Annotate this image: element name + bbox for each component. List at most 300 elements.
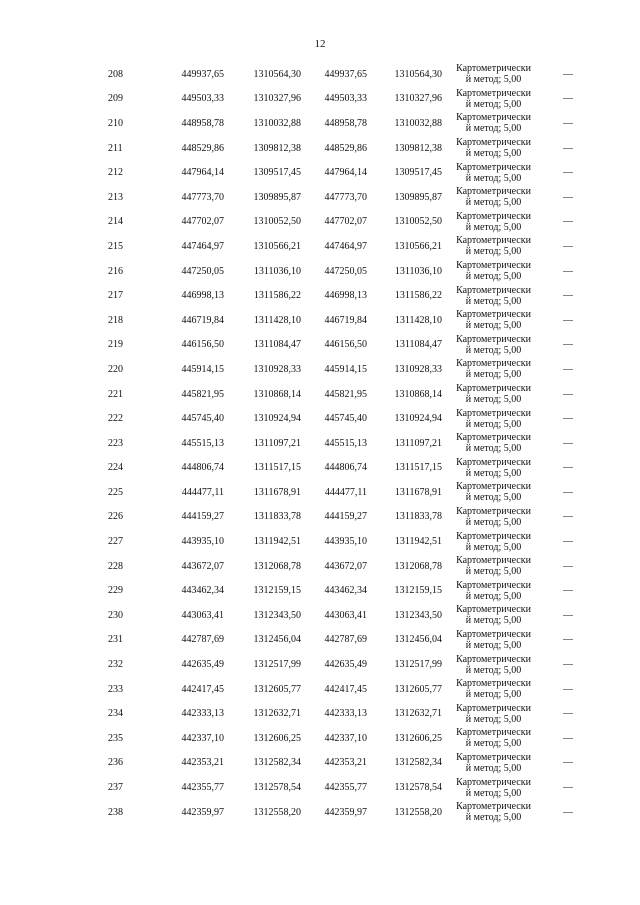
method-line-1: Картометрически: [456, 260, 531, 272]
point-number-cell: 211: [108, 142, 123, 154]
dash-cell: —: [563, 68, 573, 80]
method-line-1: Картометрически: [456, 579, 531, 591]
method-line-2: й метод; 5,00: [465, 246, 522, 258]
method-line-1: Картометрически: [456, 383, 531, 395]
table-row: [108, 283, 573, 308]
table-row: [108, 87, 573, 112]
method-cell: [442, 628, 545, 653]
x-coordinate-cell: 445515,13: [181, 437, 224, 449]
method-line-1: Картометрически: [456, 604, 531, 616]
dash-cell: —: [563, 290, 573, 302]
x-coordinate-new-cell: 445745,40: [324, 413, 367, 425]
point-number-cell: 229: [108, 585, 123, 597]
table-row: [108, 431, 573, 456]
y-coordinate-cell: 1312343,50: [253, 609, 301, 621]
x-coordinate-cell: 443063,41: [181, 609, 224, 621]
method-cell: [442, 259, 545, 284]
method-cell: [442, 751, 545, 776]
y-coordinate-cell: 1312456,04: [253, 634, 301, 646]
y-coordinate-new-cell: 1311833,78: [394, 511, 442, 523]
x-coordinate-cell: 449503,33: [181, 93, 224, 105]
dash-cell: —: [563, 142, 573, 154]
x-coordinate-cell: 448529,86: [181, 142, 224, 154]
x-coordinate-cell: 446156,50: [181, 339, 224, 351]
page-number: 12: [314, 38, 326, 50]
y-coordinate-new-cell: 1310052,50: [394, 216, 442, 228]
dash-cell: —: [563, 585, 573, 597]
y-coordinate-cell: 1312578,54: [253, 782, 301, 794]
point-number-cell: 212: [108, 167, 123, 179]
table-row: [108, 775, 573, 800]
method-line-1: Картометрически: [456, 628, 531, 640]
y-coordinate-new-cell: 1311084,47: [394, 339, 442, 351]
method-cell: [442, 136, 545, 161]
y-coordinate-cell: 1312159,15: [253, 585, 301, 597]
dash-cell: —: [563, 659, 573, 671]
method-line-2: й метод; 5,00: [465, 320, 522, 332]
x-coordinate-cell: 447964,14: [181, 167, 224, 179]
table-row: [108, 701, 573, 726]
method-line-2: й метод; 5,00: [465, 541, 522, 553]
point-number-cell: 210: [108, 117, 123, 129]
table-row: [108, 136, 573, 161]
method-line-1: Картометрически: [456, 333, 531, 345]
table-row: [108, 529, 573, 554]
x-coordinate-new-cell: 444159,27: [324, 511, 367, 523]
y-coordinate-new-cell: 1310327,96: [394, 93, 442, 105]
y-coordinate-new-cell: 1309812,38: [394, 142, 442, 154]
method-line-2: й метод; 5,00: [465, 197, 522, 209]
point-number-cell: 208: [108, 68, 123, 80]
method-cell: [442, 333, 545, 358]
method-cell: [442, 357, 545, 382]
y-coordinate-new-cell: 1312632,71: [394, 708, 442, 720]
method-line-2: й метод; 5,00: [465, 172, 522, 184]
method-line-2: й метод; 5,00: [465, 615, 522, 627]
dash-cell: —: [563, 265, 573, 277]
table-row: [108, 751, 573, 776]
dash-cell: —: [563, 437, 573, 449]
table-row: [108, 62, 573, 87]
point-number-cell: 223: [108, 437, 123, 449]
dash-cell: —: [563, 634, 573, 646]
method-cell: [442, 111, 545, 136]
x-coordinate-cell: 445914,15: [181, 363, 224, 375]
method-line-1: Картометрически: [456, 309, 531, 321]
method-line-2: й метод; 5,00: [465, 762, 522, 774]
dash-cell: —: [563, 806, 573, 818]
method-cell: [442, 160, 545, 185]
method-line-2: й метод; 5,00: [465, 394, 522, 406]
y-coordinate-cell: 1311586,22: [253, 290, 301, 302]
method-line-1: Картометрически: [456, 210, 531, 222]
method-line-1: Картометрически: [456, 432, 531, 444]
table-row: [108, 234, 573, 259]
method-line-2: й метод; 5,00: [465, 689, 522, 701]
y-coordinate-new-cell: 1312582,34: [394, 757, 442, 769]
x-coordinate-new-cell: 442333,13: [324, 708, 367, 720]
method-line-2: й метод; 5,00: [465, 639, 522, 651]
y-coordinate-new-cell: 1309895,87: [394, 191, 442, 203]
point-number-cell: 237: [108, 782, 123, 794]
method-line-1: Картометрически: [456, 358, 531, 370]
table-row: [108, 800, 573, 825]
point-number-cell: 209: [108, 93, 123, 105]
x-coordinate-cell: 442417,45: [181, 683, 224, 695]
method-line-2: й метод; 5,00: [465, 369, 522, 381]
method-line-2: й метод; 5,00: [465, 516, 522, 528]
x-coordinate-new-cell: 447250,05: [324, 265, 367, 277]
method-cell: [442, 578, 545, 603]
x-coordinate-new-cell: 445821,95: [324, 388, 367, 400]
dash-cell: —: [563, 560, 573, 572]
x-coordinate-cell: 448958,78: [181, 117, 224, 129]
method-line-2: й метод; 5,00: [465, 443, 522, 455]
y-coordinate-cell: 1309517,45: [253, 167, 301, 179]
x-coordinate-cell: 443672,07: [181, 560, 224, 572]
table-row: [108, 382, 573, 407]
method-cell: [442, 554, 545, 579]
method-line-1: Картометрически: [456, 407, 531, 419]
x-coordinate-new-cell: 444806,74: [324, 462, 367, 474]
method-cell: [442, 800, 545, 825]
y-coordinate-new-cell: 1309517,45: [394, 167, 442, 179]
y-coordinate-cell: 1311942,51: [253, 536, 301, 548]
x-coordinate-cell: 442353,21: [181, 757, 224, 769]
dash-cell: —: [563, 462, 573, 474]
y-coordinate-cell: 1312632,71: [253, 708, 301, 720]
x-coordinate-cell: 442635,49: [181, 659, 224, 671]
method-line-2: й метод; 5,00: [465, 467, 522, 479]
x-coordinate-new-cell: 446719,84: [324, 314, 367, 326]
x-coordinate-cell: 442355,77: [181, 782, 224, 794]
y-coordinate-new-cell: 1310564,30: [394, 68, 442, 80]
dash-cell: —: [563, 314, 573, 326]
x-coordinate-cell: 442787,69: [181, 634, 224, 646]
y-coordinate-new-cell: 1312456,04: [394, 634, 442, 646]
y-coordinate-cell: 1312582,34: [253, 757, 301, 769]
method-line-1: Картометрически: [456, 284, 531, 296]
x-coordinate-new-cell: 448958,78: [324, 117, 367, 129]
method-cell: [442, 603, 545, 628]
x-coordinate-new-cell: 443063,41: [324, 609, 367, 621]
y-coordinate-new-cell: 1311428,10: [394, 314, 442, 326]
y-coordinate-new-cell: 1311097,21: [394, 437, 442, 449]
method-line-2: й метод; 5,00: [465, 295, 522, 307]
method-cell: [442, 456, 545, 481]
y-coordinate-cell: 1312517,99: [253, 659, 301, 671]
method-line-2: й метод; 5,00: [465, 98, 522, 110]
dash-cell: —: [563, 363, 573, 375]
y-coordinate-cell: 1311428,10: [253, 314, 301, 326]
dash-cell: —: [563, 167, 573, 179]
dash-cell: —: [563, 93, 573, 105]
table-row: [108, 333, 573, 358]
table-row: [108, 578, 573, 603]
dash-cell: —: [563, 536, 573, 548]
x-coordinate-new-cell: 443935,10: [324, 536, 367, 548]
x-coordinate-new-cell: 449937,65: [324, 68, 367, 80]
table-row: [108, 406, 573, 431]
point-number-cell: 235: [108, 732, 123, 744]
y-coordinate-new-cell: 1310566,21: [394, 240, 442, 252]
dash-cell: —: [563, 683, 573, 695]
point-number-cell: 218: [108, 314, 123, 326]
method-line-1: Картометрически: [456, 702, 531, 714]
x-coordinate-new-cell: 448529,86: [324, 142, 367, 154]
point-number-cell: 221: [108, 388, 123, 400]
point-number-cell: 215: [108, 240, 123, 252]
table-row: [108, 456, 573, 481]
method-cell: [442, 234, 545, 259]
method-cell: [442, 62, 545, 87]
y-coordinate-new-cell: 1311678,91: [394, 486, 442, 498]
x-coordinate-new-cell: 442353,21: [324, 757, 367, 769]
x-coordinate-new-cell: 442635,49: [324, 659, 367, 671]
method-line-2: й метод; 5,00: [465, 590, 522, 602]
dash-cell: —: [563, 413, 573, 425]
method-cell: [442, 431, 545, 456]
x-coordinate-cell: 443935,10: [181, 536, 224, 548]
dash-cell: —: [563, 782, 573, 794]
y-coordinate-new-cell: 1312068,78: [394, 560, 442, 572]
dash-cell: —: [563, 609, 573, 621]
x-coordinate-cell: 447250,05: [181, 265, 224, 277]
method-line-1: Картометрически: [456, 530, 531, 542]
x-coordinate-cell: 442359,97: [181, 806, 224, 818]
point-number-cell: 231: [108, 634, 123, 646]
method-line-1: Картометрически: [456, 555, 531, 567]
method-line-1: Картометрически: [456, 751, 531, 763]
point-number-cell: 226: [108, 511, 123, 523]
table-row: [108, 554, 573, 579]
y-coordinate-cell: 1311097,21: [253, 437, 301, 449]
x-coordinate-cell: 442337,10: [181, 732, 224, 744]
method-line-1: Картометрически: [456, 801, 531, 813]
table-row: [108, 726, 573, 751]
x-coordinate-cell: 444477,11: [181, 486, 224, 498]
dash-cell: —: [563, 216, 573, 228]
y-coordinate-cell: 1310052,50: [253, 216, 301, 228]
method-cell: [442, 382, 545, 407]
y-coordinate-cell: 1311833,78: [253, 511, 301, 523]
y-coordinate-cell: 1310868,14: [253, 388, 301, 400]
method-line-2: й метод; 5,00: [465, 713, 522, 725]
method-line-2: й метод; 5,00: [465, 738, 522, 750]
x-coordinate-cell: 447702,07: [181, 216, 224, 228]
point-number-cell: 234: [108, 708, 123, 720]
x-coordinate-new-cell: 447773,70: [324, 191, 367, 203]
method-line-1: Картометрически: [456, 186, 531, 198]
method-cell: [442, 283, 545, 308]
method-line-1: Картометрически: [456, 112, 531, 124]
method-cell: [442, 185, 545, 210]
y-coordinate-new-cell: 1312606,25: [394, 732, 442, 744]
dash-cell: —: [563, 708, 573, 720]
x-coordinate-cell: 444159,27: [181, 511, 224, 523]
y-coordinate-new-cell: 1312578,54: [394, 782, 442, 794]
method-cell: [442, 480, 545, 505]
x-coordinate-new-cell: 442337,10: [324, 732, 367, 744]
point-number-cell: 236: [108, 757, 123, 769]
method-line-2: й метод; 5,00: [465, 271, 522, 283]
point-number-cell: 216: [108, 265, 123, 277]
method-line-2: й метод; 5,00: [465, 787, 522, 799]
x-coordinate-cell: 443462,34: [181, 585, 224, 597]
x-coordinate-cell: 444806,74: [181, 462, 224, 474]
method-line-1: Картометрически: [456, 481, 531, 493]
y-coordinate-cell: 1312606,25: [253, 732, 301, 744]
x-coordinate-cell: 447464,97: [181, 240, 224, 252]
x-coordinate-cell: 445745,40: [181, 413, 224, 425]
table-row: [108, 480, 573, 505]
method-line-2: й метод; 5,00: [465, 492, 522, 504]
table-row: [108, 185, 573, 210]
x-coordinate-cell: 442333,13: [181, 708, 224, 720]
method-cell: [442, 308, 545, 333]
method-cell: [442, 529, 545, 554]
x-coordinate-new-cell: 443672,07: [324, 560, 367, 572]
method-line-1: Картометрически: [456, 776, 531, 788]
y-coordinate-cell: 1312558,20: [253, 806, 301, 818]
point-number-cell: 222: [108, 413, 123, 425]
method-line-1: Картометрически: [456, 63, 531, 75]
x-coordinate-new-cell: 447464,97: [324, 240, 367, 252]
x-coordinate-new-cell: 442359,97: [324, 806, 367, 818]
table-row: [108, 628, 573, 653]
y-coordinate-cell: 1310327,96: [253, 93, 301, 105]
dash-cell: —: [563, 339, 573, 351]
y-coordinate-new-cell: 1312558,20: [394, 806, 442, 818]
point-number-cell: 230: [108, 609, 123, 621]
x-coordinate-cell: 446998,13: [181, 290, 224, 302]
method-cell: [442, 726, 545, 751]
method-line-1: Картометрически: [456, 678, 531, 690]
point-number-cell: 220: [108, 363, 123, 375]
y-coordinate-new-cell: 1310924,94: [394, 413, 442, 425]
method-line-2: й метод; 5,00: [465, 566, 522, 578]
dash-cell: —: [563, 240, 573, 252]
y-coordinate-cell: 1310924,94: [253, 413, 301, 425]
y-coordinate-new-cell: 1311036,10: [394, 265, 442, 277]
method-line-1: Картометрически: [456, 235, 531, 247]
point-number-cell: 238: [108, 806, 123, 818]
y-coordinate-new-cell: 1311942,51: [394, 536, 442, 548]
method-cell: [442, 775, 545, 800]
table-row: [108, 677, 573, 702]
table-row: [108, 210, 573, 235]
table-row: [108, 111, 573, 136]
x-coordinate-new-cell: 446998,13: [324, 290, 367, 302]
x-coordinate-new-cell: 449503,33: [324, 93, 367, 105]
table-row: [108, 308, 573, 333]
point-number-cell: 228: [108, 560, 123, 572]
method-line-1: Картометрически: [456, 87, 531, 99]
point-number-cell: 217: [108, 290, 123, 302]
y-coordinate-cell: 1309812,38: [253, 142, 301, 154]
y-coordinate-cell: 1310032,88: [253, 117, 301, 129]
x-coordinate-cell: 447773,70: [181, 191, 224, 203]
method-cell: [442, 701, 545, 726]
y-coordinate-new-cell: 1312605,77: [394, 683, 442, 695]
method-line-1: Картометрически: [456, 505, 531, 517]
y-coordinate-new-cell: 1311586,22: [394, 290, 442, 302]
method-line-1: Картометрически: [456, 727, 531, 739]
x-coordinate-new-cell: 443462,34: [324, 585, 367, 597]
y-coordinate-cell: 1311084,47: [253, 339, 301, 351]
coordinates-table: [108, 62, 573, 824]
dash-cell: —: [563, 486, 573, 498]
method-line-2: й метод; 5,00: [465, 148, 522, 160]
method-line-2: й метод; 5,00: [465, 221, 522, 233]
dash-cell: —: [563, 388, 573, 400]
method-line-2: й метод; 5,00: [465, 123, 522, 135]
x-coordinate-new-cell: 446156,50: [324, 339, 367, 351]
method-line-1: Картометрически: [456, 137, 531, 149]
table-row: [108, 160, 573, 185]
y-coordinate-new-cell: 1310868,14: [394, 388, 442, 400]
y-coordinate-cell: 1309895,87: [253, 191, 301, 203]
x-coordinate-new-cell: 442417,45: [324, 683, 367, 695]
point-number-cell: 214: [108, 216, 123, 228]
method-line-1: Картометрически: [456, 161, 531, 173]
y-coordinate-cell: 1312605,77: [253, 683, 301, 695]
x-coordinate-cell: 445821,95: [181, 388, 224, 400]
y-coordinate-new-cell: 1312517,99: [394, 659, 442, 671]
x-coordinate-new-cell: 447964,14: [324, 167, 367, 179]
dash-cell: —: [563, 117, 573, 129]
y-coordinate-cell: 1312068,78: [253, 560, 301, 572]
x-coordinate-cell: 449937,65: [181, 68, 224, 80]
y-coordinate-cell: 1311517,15: [253, 462, 301, 474]
y-coordinate-cell: 1311036,10: [253, 265, 301, 277]
method-cell: [442, 652, 545, 677]
x-coordinate-cell: 446719,84: [181, 314, 224, 326]
method-line-2: й метод; 5,00: [465, 418, 522, 430]
table-row: [108, 505, 573, 530]
table-row: [108, 259, 573, 284]
method-cell: [442, 406, 545, 431]
point-number-cell: 232: [108, 659, 123, 671]
point-number-cell: 219: [108, 339, 123, 351]
method-line-2: й метод; 5,00: [465, 344, 522, 356]
method-line-2: й метод; 5,00: [465, 74, 522, 86]
table-row: [108, 357, 573, 382]
table-row: [108, 652, 573, 677]
point-number-cell: 225: [108, 486, 123, 498]
x-coordinate-new-cell: 447702,07: [324, 216, 367, 228]
point-number-cell: 233: [108, 683, 123, 695]
y-coordinate-cell: 1310928,33: [253, 363, 301, 375]
x-coordinate-new-cell: 444477,11: [324, 486, 367, 498]
point-number-cell: 227: [108, 536, 123, 548]
point-number-cell: 224: [108, 462, 123, 474]
x-coordinate-new-cell: 445914,15: [324, 363, 367, 375]
method-cell: [442, 677, 545, 702]
x-coordinate-new-cell: 442355,77: [324, 782, 367, 794]
method-line-1: Картометрически: [456, 653, 531, 665]
y-coordinate-cell: 1310566,21: [253, 240, 301, 252]
y-coordinate-cell: 1311678,91: [253, 486, 301, 498]
table-row: [108, 603, 573, 628]
y-coordinate-new-cell: 1311517,15: [394, 462, 442, 474]
table-body: [108, 62, 573, 824]
y-coordinate-new-cell: 1310032,88: [394, 117, 442, 129]
point-number-cell: 213: [108, 191, 123, 203]
method-cell: [442, 505, 545, 530]
method-line-2: й метод; 5,00: [465, 664, 522, 676]
y-coordinate-cell: 1310564,30: [253, 68, 301, 80]
